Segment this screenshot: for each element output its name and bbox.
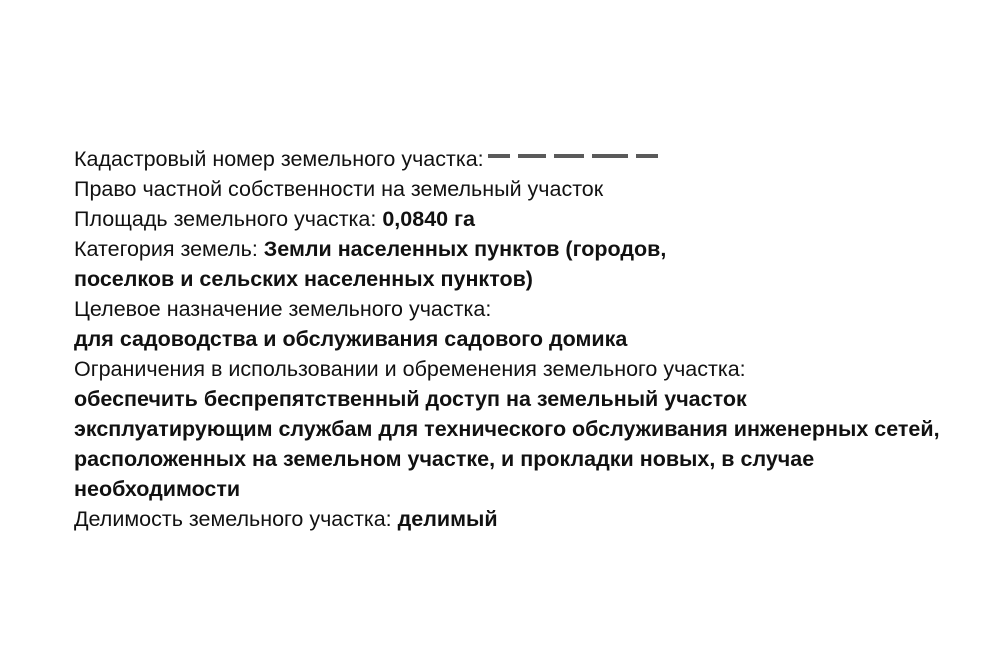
document-line-designated-purpose-label (74, 294, 954, 324)
line-value: для садоводства и обслуживания садового домика (74, 327, 628, 351)
document-line-restrictions-value-3 (74, 444, 954, 474)
line-value: эксплуатирующим службам для технического обслуживания инженерных сетей, (74, 417, 940, 441)
line-value: Земли населенных пунктов (городов, (263, 237, 667, 261)
document-line-cadastral-number (74, 144, 954, 174)
line-value: 0,0840 га (382, 207, 475, 231)
document-line-area (74, 204, 954, 234)
line-label: Площадь земельного участка: (74, 207, 377, 231)
line-label: Право частной собственности на земельный участок (74, 177, 604, 201)
document-line-divisibility (74, 504, 954, 534)
document-line-land-category (74, 234, 954, 264)
document-line-restrictions-value-2 (74, 414, 954, 444)
redacted-value (488, 152, 658, 169)
line-value: расположенных на земельном участке, и прокладки новых, в случае (74, 447, 815, 471)
line-value: поселков и сельских населенных пунктов) (74, 267, 533, 291)
document-line-restrictions-value-1 (74, 384, 954, 414)
line-value: делимый (397, 507, 498, 531)
land-plot-details (74, 144, 954, 534)
line-label: Целевое назначение земельного участка: (74, 297, 492, 321)
line-label: Делимость земельного участка: (74, 507, 392, 531)
line-label: Кадастровый номер земельного участка: (74, 147, 484, 171)
document-line-designated-purpose-value (74, 324, 954, 354)
line-value: обеспечить беспрепятственный доступ на земельный участок (74, 387, 747, 411)
line-label: Категория земель: (74, 237, 258, 261)
line-label: Ограничения в использовании и обременения земельного участка: (74, 357, 746, 381)
document-line-restrictions-value-4 (74, 474, 954, 504)
document-line-restrictions-label (74, 354, 954, 384)
line-value: необходимости (74, 477, 241, 501)
document-line-private-ownership-right (74, 174, 954, 204)
document-line-land-category-continued (74, 264, 954, 294)
